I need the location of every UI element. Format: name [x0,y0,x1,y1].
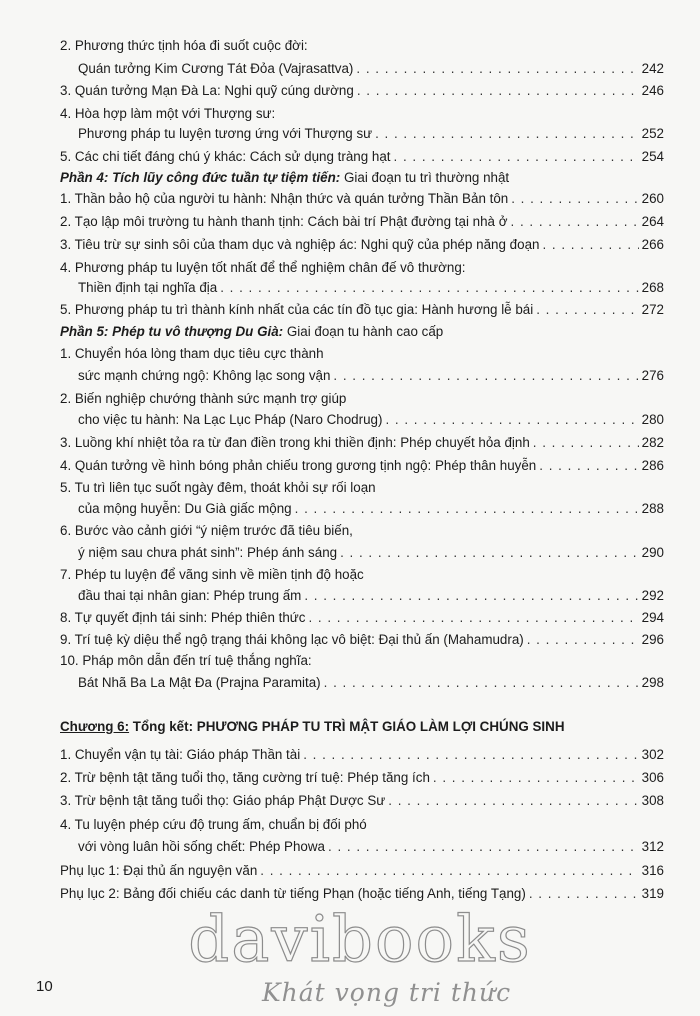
toc-leader-dots [385,411,638,429]
toc-entry-title: Phụ lục 1: Đại thủ ấn nguyện văn [60,863,258,878]
toc-entry [60,367,664,385]
toc-entry-title: 3. Quán tưởng Mạn Đà La: Nghi quỹ cúng dường [60,83,354,98]
toc-leader-dots [511,213,639,231]
toc-leader-dots [394,148,639,166]
toc-section-heading [60,323,664,341]
toc-entry-title: 3. Tiêu trừ sự sinh sôi của tham dục và nghiệp ác: Nghi quỹ của phép năng đoạn [60,237,540,252]
toc-entry-title: đầu thai tại nhân gian: Phép trung ấm [78,588,302,603]
toc-entry-title: 7. Phép tu luyện để vãng sinh về miền tịnh độ hoặc [60,567,364,582]
section-label: Phần 5: Phép tu vô thượng Du Già: [60,324,284,339]
page-number: 10 [36,978,53,995]
toc-page-number: 292 [641,588,664,603]
toc-entry-title: Quán tưởng Kim Cương Tát Đỏa (Vajrasattva) [78,61,354,76]
toc-leader-dots [533,434,639,452]
toc-leader-dots [356,60,638,78]
toc-entry-title: Thiền định tại nghĩa địa [78,280,218,295]
toc-entry-title: 1. Chuyển vận tụ tài: Giáo pháp Thần tài [60,747,301,762]
toc-entry [60,769,664,787]
toc-entry-title: ý niệm sau chưa phát sinh”: Phép ánh sáng [78,545,338,560]
toc-leader-dots [539,457,638,475]
toc-page-number: 316 [641,863,664,878]
toc-entry-title: 2. Tạo lập môi trường tu hành thanh tịnh: Cách bài trí Phật đường tại nhà ở [60,214,508,229]
toc-leader-dots [295,500,639,518]
toc-page-number: 246 [641,83,664,98]
toc-page-number: 286 [641,458,664,473]
toc-page-number: 298 [641,675,664,690]
section-label: Phần 4: Tích lũy công đức tuần tự tiệm tiến: [60,170,341,185]
toc-section-heading [60,169,664,187]
toc-entry [60,60,664,78]
toc-entry-title: 4. Quán tưởng về hình bóng phản chiếu trong gương tịnh ngộ: Phép thân huyễn [60,458,537,473]
toc-page-number: 260 [641,191,664,206]
toc-entry-line [60,390,664,408]
toc-entry [60,411,664,429]
toc-entry-title: 4. Hòa hợp làm một với Thượng sư: [60,106,276,121]
toc-entry [60,792,664,810]
toc-page-number: 268 [641,280,664,295]
toc-entry-title: 3. Trừ bệnh tật tăng tuổi thọ: Giáo pháp Phật Dược Sư [60,793,386,808]
toc-page-number: 288 [641,501,664,516]
watermark-brand: davibooks [188,903,532,977]
toc-leader-dots [536,301,638,319]
chapter-label: Chương 6: [60,719,130,734]
toc-entry [60,148,664,166]
toc-entry-title: 1. Thần bảo hộ của người tu hành: Nhận thức và quán tưởng Thần Bản tôn [60,191,509,206]
toc-entry [60,885,664,903]
toc-entry-title: 3. Luồng khí nhiệt tỏa ra từ đan điền trong khi thiền định: Phép chuyết hỏa định [60,435,530,450]
toc-entry [60,236,664,254]
toc-entry-title: Phụ lục 2: Bảng đối chiếu các danh từ tiếng Phạn (hoặc tiếng Anh, tiếng Tạng) [60,886,526,901]
toc-entry-line [60,652,664,670]
toc-entry-title: của mộng huyễn: Du Già giấc mộng [78,501,292,516]
toc-leader-dots [220,279,638,297]
toc-entry [60,301,664,319]
toc-page-number: 308 [641,793,664,808]
toc-entry-title: 1. Chuyển hóa lòng tham dục tiêu cực thành [60,346,324,361]
watermark-tagline: Khát vọng tri thức [262,978,512,1007]
toc-page-number: 252 [641,126,664,141]
toc-entry [60,457,664,475]
toc-entry-title: 8. Tự quyết định tái sinh: Phép thiên thức [60,610,306,625]
toc-entry [60,838,664,856]
toc-page-number: 280 [641,412,664,427]
toc-entry-title: 2. Phương thức tịnh hóa đi suốt cuộc đời: [60,38,308,53]
toc-entry-line [60,816,664,834]
toc-leader-dots [304,587,638,605]
toc-entry-line [60,37,664,55]
toc-entry-line [60,105,664,123]
toc-page-number: 282 [641,435,664,450]
toc-entry-title: cho việc tu hành: Na Lạc Lục Pháp (Naro Chodrug) [78,412,383,427]
toc-leader-dots [433,769,639,787]
toc-leader-dots [527,631,639,649]
toc-entry-title: Bát Nhã Ba La Mật Đa (Prajna Paramita) [78,675,321,690]
toc-entry [60,544,664,562]
toc-entry-title: 6. Bước vào cảnh giới “ý niệm trước đã tiêu biến, [60,523,353,538]
toc-entry [60,82,664,100]
toc-entry-title: 4. Phương pháp tu luyện tốt nhất để thể nghiệm chân đế vô thường: [60,260,466,275]
toc-page-number: 242 [641,61,664,76]
toc-entry [60,213,664,231]
toc-entry [60,631,664,649]
toc-leader-dots [340,544,639,562]
toc-entry-line [60,566,664,584]
toc-page-number: 306 [641,770,664,785]
toc-chapter-heading [60,718,680,736]
toc-entry [60,125,664,143]
toc-leader-dots [308,609,638,627]
toc-leader-dots [542,236,638,254]
toc-leader-dots [328,838,639,856]
toc-leader-dots [324,674,639,692]
toc-page-number: 264 [641,214,664,229]
toc-leader-dots [357,82,639,100]
toc-entry-title: Phương pháp tu luyện tương ứng với Thượng sư [78,126,373,141]
toc-leader-dots [333,367,638,385]
toc-entry-title: 10. Pháp môn dẫn đến trí tuệ thắng nghĩa: [60,653,312,668]
section-subtitle: Giai đoạn tu trì thường nhật [344,170,510,185]
toc-page-number: 276 [641,368,664,383]
toc-page-number: 296 [641,632,664,647]
toc-page-number: 254 [641,149,664,164]
toc-entry-title: sức mạnh chứng ngộ: Không lạc song vận [78,368,331,383]
toc-entry-title: 2. Trừ bệnh tật tăng tuổi thọ, tăng cường trí tuệ: Phép tăng ích [60,770,430,785]
toc-page-number: 266 [641,237,664,252]
toc-entry [60,434,664,452]
toc-entry-line [60,522,664,540]
toc-leader-dots [511,190,638,208]
toc-leader-dots [529,885,639,903]
toc-entry [60,609,664,627]
toc-entry-line [60,259,664,277]
toc-entry-title: 5. Phương pháp tu trì thành kính nhất của các tín đồ tục gia: Hành hương lễ bái [60,302,534,317]
toc-page-number: 272 [641,302,664,317]
section-subtitle: Giai đoạn tu hành cao cấp [286,324,444,339]
toc-entry-title: 2. Biến nghiệp chướng thành sức mạnh trợ giúp [60,391,347,406]
toc-entry [60,746,664,764]
toc-page-number: 302 [641,747,664,762]
toc-entry-line [60,479,664,497]
toc-entry [60,190,664,208]
toc-leader-dots [260,862,638,880]
toc-entry-title: 9. Trí tuệ kỳ diệu thể ngộ trạng thái không lạc vô biệt: Đại thủ ấn (Mahamudra) [60,632,524,647]
toc-page-number: 319 [641,886,664,901]
toc-page-number: 312 [641,839,664,854]
toc-leader-dots [388,792,638,810]
toc-page-number: 290 [641,545,664,560]
toc-entry-title: với vòng luân hồi sống chết: Phép Phowa [78,839,326,854]
chapter-title: Tổng kết: PHƯƠNG PHÁP TU TRÌ MẬT GIÁO LÀM LỢI CHÚNG SINH [132,719,565,734]
toc-entry [60,862,664,880]
toc-entry-line [60,345,664,363]
toc-leader-dots [375,125,639,143]
toc-entry [60,500,664,518]
toc-entry-title: 5. Tu trì liên tục suốt ngày đêm, thoát khỏi sự rối loạn [60,480,376,495]
toc-page-number: 294 [641,610,664,625]
toc-entry [60,587,664,605]
toc-entry-title: 4. Tu luyện phép cứu độ trung ấm, chuẩn bị đối phó [60,817,367,832]
toc-entry [60,674,664,692]
toc-entry-title: 5. Các chi tiết đáng chú ý khác: Cách sử dụng tràng hạt [60,149,391,164]
toc-leader-dots [303,746,638,764]
toc-entry [60,279,664,297]
